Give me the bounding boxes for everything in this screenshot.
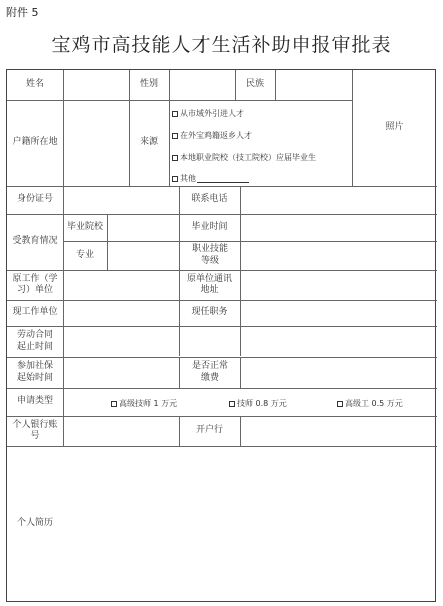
ethnicity-label: 民族: [245, 79, 264, 90]
name-label: 姓名: [25, 79, 44, 90]
grad-time-field[interactable]: [240, 214, 437, 241]
bank-label: 开户行: [195, 425, 223, 436]
major-label: 专业: [75, 249, 94, 260]
grad-time-label: 毕业时间: [191, 221, 228, 232]
apply-type-label: 申请类型: [16, 396, 53, 407]
checkbox-icon: [111, 401, 117, 407]
phone-label: 联系电话: [191, 194, 228, 205]
other-source-field[interactable]: [197, 174, 249, 183]
bank-account-label: 个人银行账号: [12, 419, 58, 441]
id-number-label: 身份证号: [16, 194, 53, 205]
checkbox-icon: [172, 133, 178, 139]
source-option-3[interactable]: 本地职业院校（技工院校）应届毕业生: [172, 152, 316, 163]
cur-unit-label: 现工作单位: [12, 307, 58, 318]
id-number-field[interactable]: [63, 186, 179, 214]
major-field[interactable]: [107, 241, 179, 270]
bank-account-field[interactable]: [63, 416, 179, 446]
skill-level-label: 职业技能等级: [191, 244, 228, 266]
grad-school-label: 毕业院校: [66, 221, 103, 232]
prev-addr-label: 原单位通讯地址: [187, 273, 233, 295]
apply-option-3[interactable]: 高级工 0.5 万元: [337, 398, 403, 409]
source-label: 来源: [139, 137, 158, 148]
apply-option-1[interactable]: 高级技师 1 万元: [111, 398, 177, 409]
labor-contract-label: 劳动合同起止时间: [16, 330, 53, 352]
social-ins-start-label: 参加社保起始时间: [16, 361, 53, 383]
gender-field[interactable]: [169, 70, 235, 100]
source-option-2[interactable]: 在外宝鸡籍返乡人才: [172, 130, 252, 141]
phone-field[interactable]: [240, 186, 437, 214]
prev-unit-label: 原工作（学习）单位: [12, 273, 58, 295]
cur-position-label: 现任职务: [191, 307, 228, 318]
social-ins-normal-label: 是否正常缴费: [191, 361, 228, 383]
grad-school-field[interactable]: [107, 214, 179, 241]
source-option-1[interactable]: 从市域外引进人才: [172, 108, 244, 119]
hukou-label: 户籍所在地: [12, 137, 58, 148]
checkbox-icon: [172, 111, 178, 117]
bank-field[interactable]: [240, 416, 437, 446]
gender-label: 性别: [139, 79, 158, 90]
checkbox-icon: [172, 176, 178, 182]
apply-option-2[interactable]: 技师 0.8 万元: [229, 398, 287, 409]
name-field[interactable]: [63, 70, 129, 100]
checkbox-icon: [337, 401, 343, 407]
page-title: 宝鸡市高技能人才生活补助申报审批表: [51, 34, 392, 56]
social-ins-normal-field[interactable]: [240, 357, 437, 388]
skill-level-field[interactable]: [240, 241, 437, 270]
hukou-field[interactable]: [63, 100, 129, 186]
application-form: [6, 69, 436, 602]
checkbox-icon: [229, 401, 235, 407]
social-ins-start-field[interactable]: [63, 357, 179, 388]
source-option-4[interactable]: 其他: [172, 173, 249, 184]
resume-label: 个人简历: [16, 518, 53, 529]
education-label: 受教育情况: [12, 236, 58, 247]
cur-position-field[interactable]: [240, 300, 437, 326]
ethnicity-field[interactable]: [275, 70, 352, 100]
checkbox-icon: [172, 155, 178, 161]
labor-contract-field[interactable]: [63, 326, 437, 357]
attachment-label: 附件 5: [6, 6, 39, 19]
prev-unit-field[interactable]: [63, 270, 179, 300]
resume-field[interactable]: [63, 446, 437, 602]
cur-unit-field[interactable]: [63, 300, 179, 326]
photo-box[interactable]: 照片: [385, 122, 404, 133]
prev-addr-field[interactable]: [240, 270, 437, 300]
